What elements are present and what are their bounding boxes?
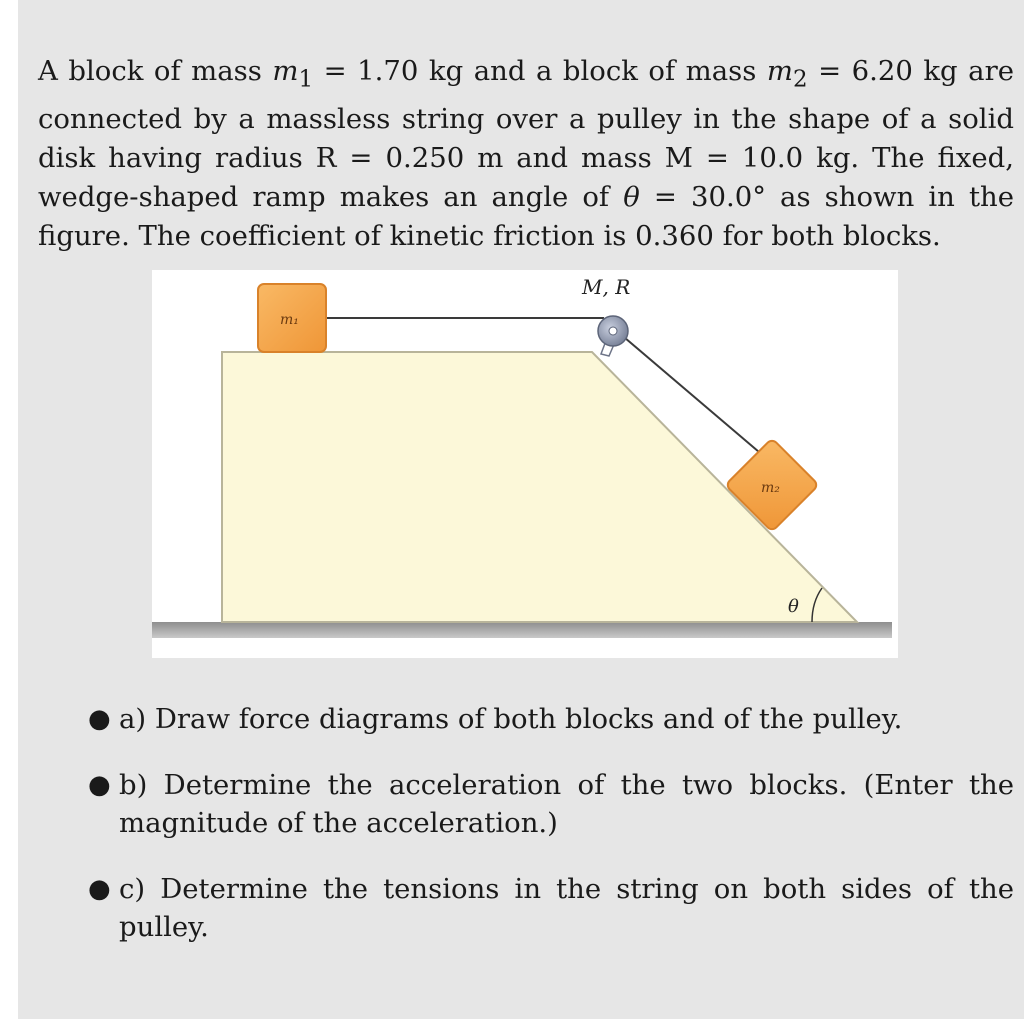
pulley-label: M, R xyxy=(582,275,631,299)
m1-subscript: 1 xyxy=(298,66,314,93)
bullet-icon: ● xyxy=(88,770,111,800)
question-list xyxy=(88,700,1014,974)
question-c: ● c) Determine the tensions in the string on both sides of the pulley. xyxy=(88,870,1014,946)
pulley xyxy=(598,316,628,346)
m2-symbol: m xyxy=(766,55,793,87)
m1-symbol: m xyxy=(272,55,299,87)
question-b: ● b) Determine the acceleration of the two blocks. (Enter the magnitude of the acceleration.) xyxy=(88,766,1014,842)
ground xyxy=(152,622,892,638)
question-a: ● a) Draw force diagrams of both blocks and of the pulley. xyxy=(88,700,1014,738)
m2-subscript: 2 xyxy=(792,66,808,93)
block-m2-label: m₂ xyxy=(761,480,780,496)
bullet-icon: ● xyxy=(88,874,111,904)
theta-symbol: θ xyxy=(623,180,640,213)
angle-label: θ xyxy=(788,596,799,617)
problem-statement: A block of mass $m_1 = 1.70$ kg and a block of mass $m_2 = 6.20$ kg are connected by a massless string over a pulley in the shape of a solid disk having radius R = 0.250 m and mass M = 10.0 kg. The fixed, wedge-shaped ramp makes an angle of θ = 30.0° as shown in the figure. The coefficient of kinetic friction is 0.360 for both blocks. xyxy=(38,55,1015,252)
ramp-diagram xyxy=(152,270,898,658)
block-m1-label: m₁ xyxy=(280,312,299,328)
bullet-icon: ● xyxy=(88,704,111,734)
ramp-figure xyxy=(152,270,898,658)
